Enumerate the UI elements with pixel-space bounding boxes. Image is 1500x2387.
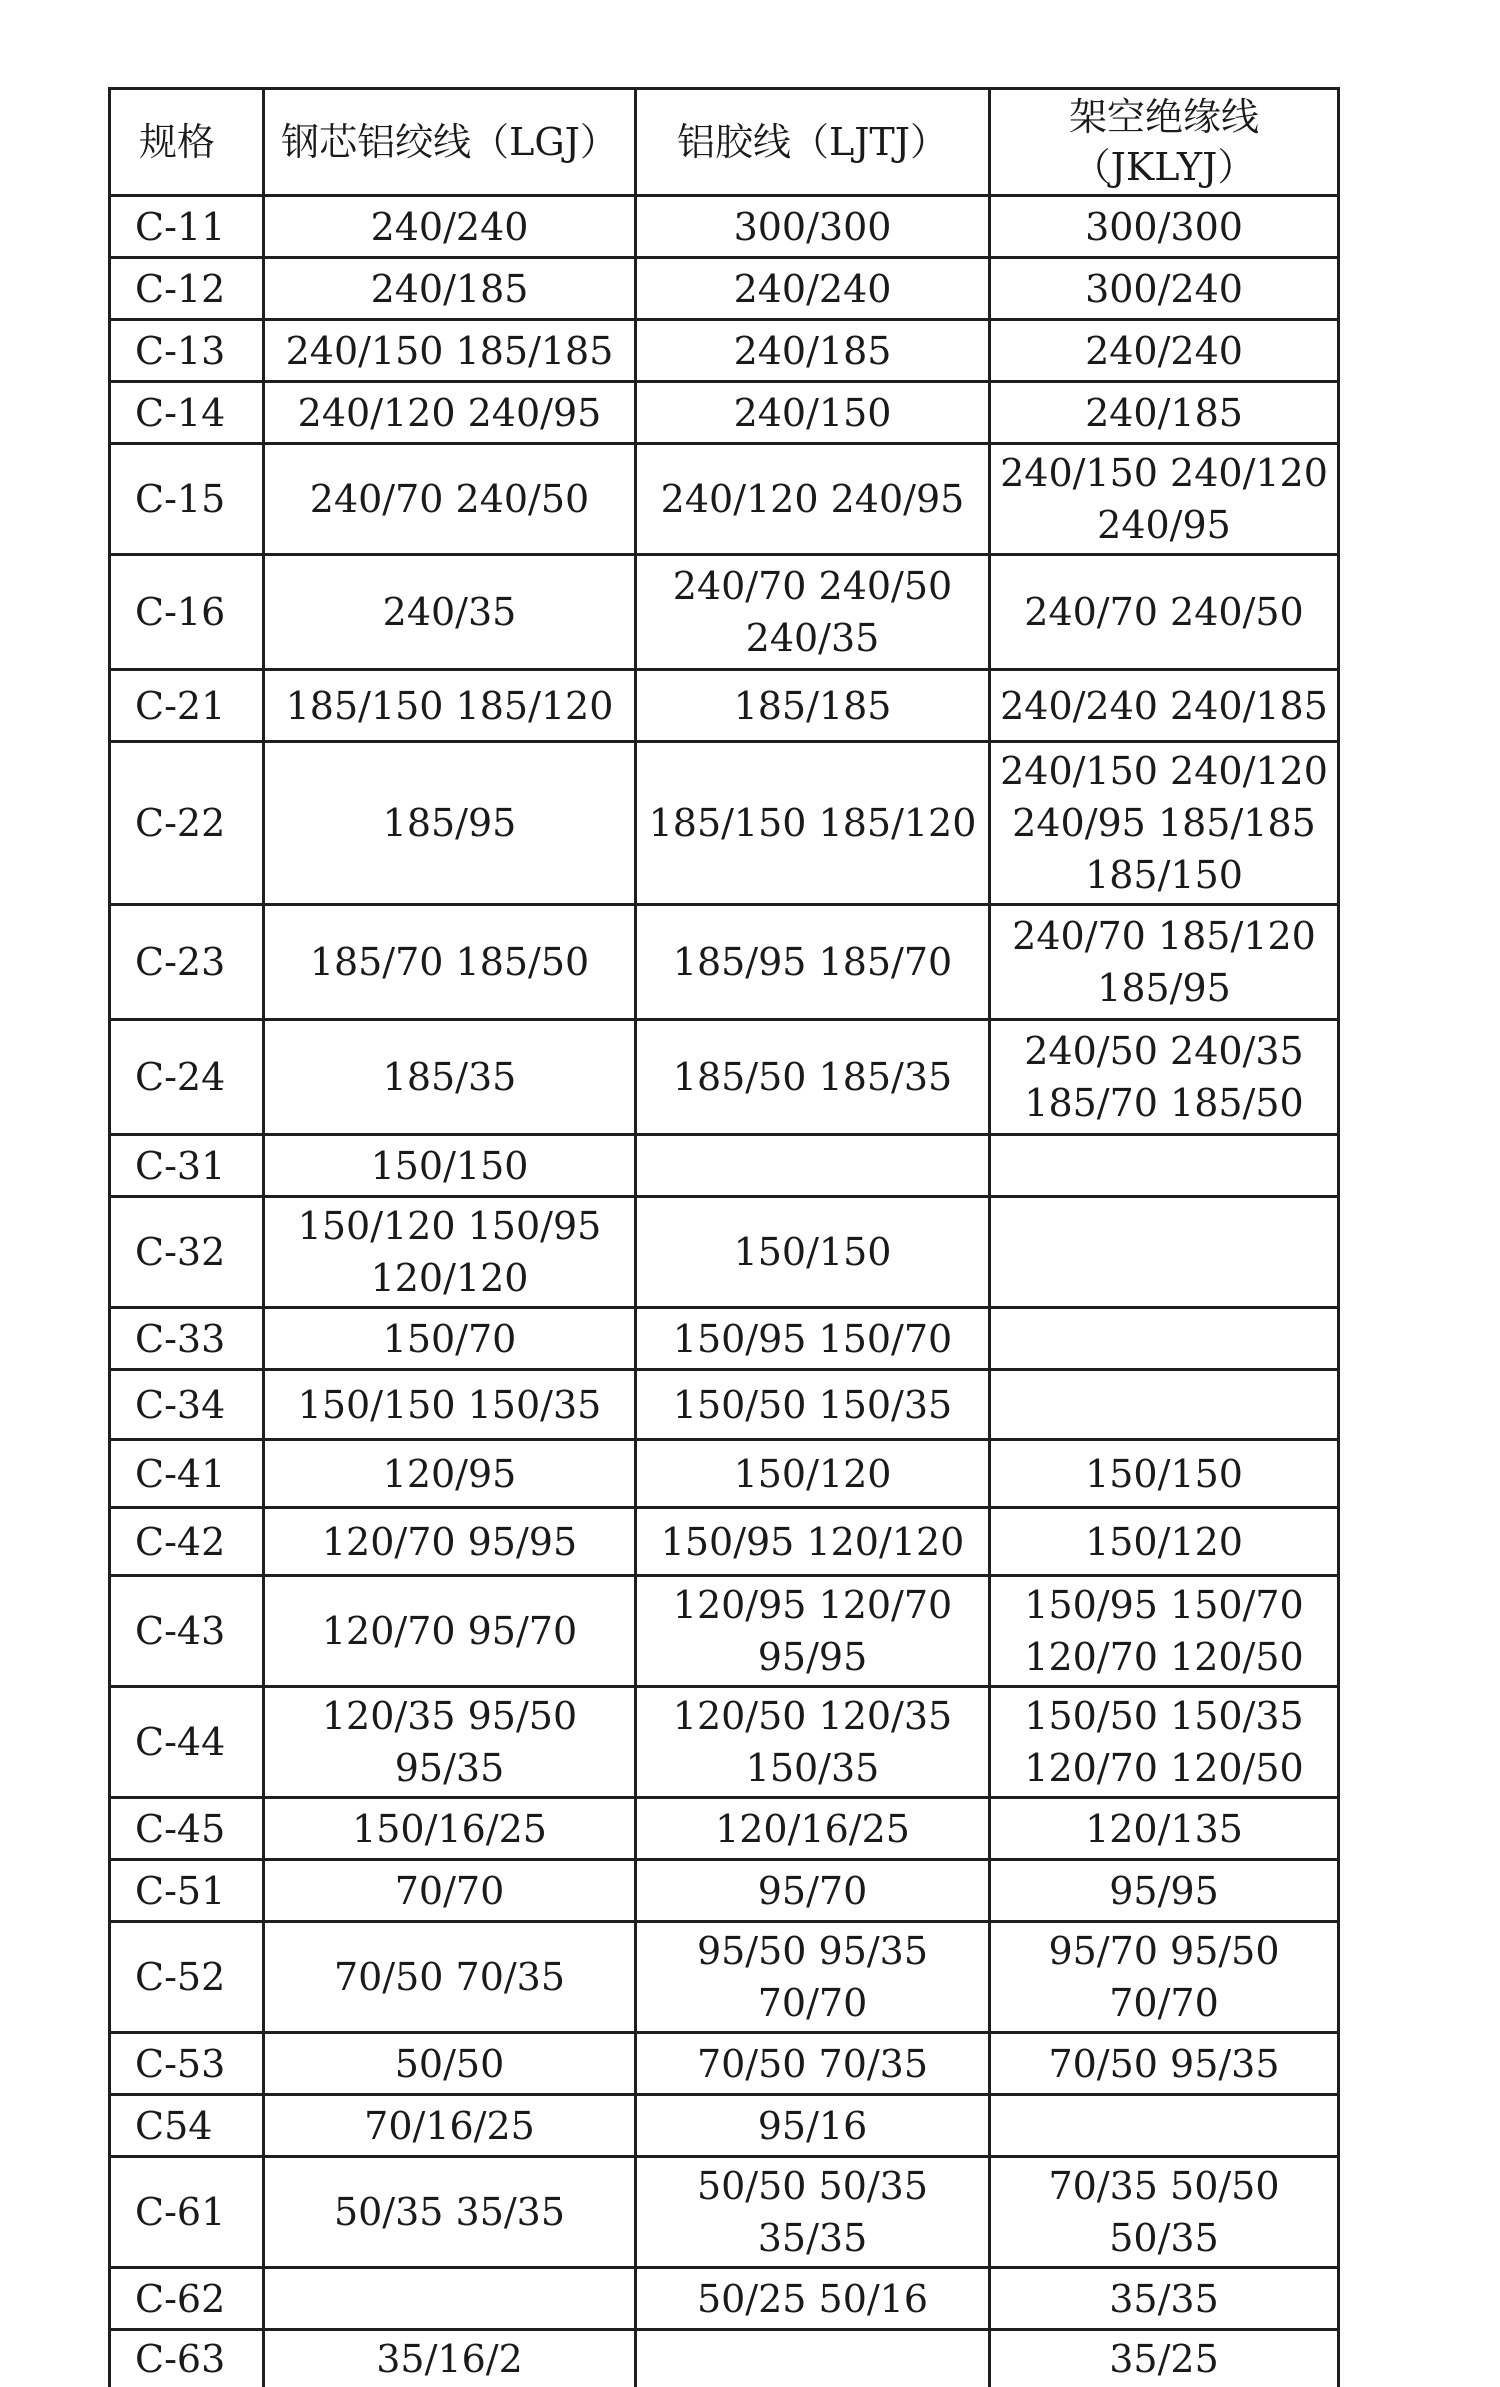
lgj-cell: 70/16/25 bbox=[264, 2095, 636, 2157]
lgj-cell: 185/70 185/50 bbox=[264, 905, 636, 1020]
spec-cell: C-53 bbox=[110, 2033, 264, 2095]
jklyj-cell: 240/50 240/35 185/70 185/50 bbox=[990, 1020, 1339, 1135]
table-row bbox=[110, 742, 1339, 905]
spec-cell: C-52 bbox=[110, 1922, 264, 2033]
jklyj-cell: 240/240 bbox=[990, 320, 1339, 382]
jklyj-cell: 240/70 240/50 bbox=[990, 555, 1339, 670]
lgj-cell: 240/120 240/95 bbox=[264, 382, 636, 444]
table-row bbox=[110, 905, 1339, 1020]
jklyj-cell bbox=[990, 1197, 1339, 1308]
ljtj-cell: 240/70 240/50 240/35 bbox=[636, 555, 990, 670]
jklyj-cell: 150/95 150/70 120/70 120/50 bbox=[990, 1576, 1339, 1687]
jklyj-cell: 240/150 240/120 240/95 bbox=[990, 444, 1339, 555]
ljtj-cell: 240/185 bbox=[636, 320, 990, 382]
table-row bbox=[110, 1687, 1339, 1798]
lgj-cell: 120/70 95/70 bbox=[264, 1576, 636, 1687]
spec-cell: C-63 bbox=[110, 2330, 264, 2387]
jklyj-cell: 35/35 bbox=[990, 2268, 1339, 2330]
ljtj-cell: 240/150 bbox=[636, 382, 990, 444]
ljtj-cell: 120/16/25 bbox=[636, 1798, 990, 1860]
table-row bbox=[110, 2033, 1339, 2095]
ljtj-cell: 185/185 bbox=[636, 670, 990, 742]
lgj-cell: 120/35 95/50 95/35 bbox=[264, 1687, 636, 1798]
table-row bbox=[110, 382, 1339, 444]
spec-cell: C-42 bbox=[110, 1508, 264, 1576]
table-row bbox=[110, 444, 1339, 555]
jklyj-cell: 95/95 bbox=[990, 1860, 1339, 1922]
lgj-cell: 150/16/25 bbox=[264, 1798, 636, 1860]
table-row bbox=[110, 555, 1339, 670]
jklyj-cell: 150/50 150/35 120/70 120/50 bbox=[990, 1687, 1339, 1798]
ljtj-cell: 95/16 bbox=[636, 2095, 990, 2157]
jklyj-cell bbox=[990, 1370, 1339, 1440]
jklyj-cell: 35/25 bbox=[990, 2330, 1339, 2387]
lgj-cell: 120/70 95/95 bbox=[264, 1508, 636, 1576]
ljtj-cell: 50/50 50/35 35/35 bbox=[636, 2157, 990, 2268]
spec-cell: C-43 bbox=[110, 1576, 264, 1687]
jklyj-cell: 150/120 bbox=[990, 1508, 1339, 1576]
conductor-spec-table bbox=[108, 87, 1340, 2387]
ljtj-cell: 240/240 bbox=[636, 258, 990, 320]
ljtj-cell: 95/50 95/35 70/70 bbox=[636, 1922, 990, 2033]
ljtj-cell: 150/95 150/70 bbox=[636, 1308, 990, 1370]
ljtj-cell: 70/50 70/35 bbox=[636, 2033, 990, 2095]
ljtj-cell: 150/95 120/120 bbox=[636, 1508, 990, 1576]
header-jklyj: 架空绝缘线 （JKLYJ） bbox=[990, 89, 1339, 196]
spec-cell: C-33 bbox=[110, 1308, 264, 1370]
spec-cell: C-41 bbox=[110, 1440, 264, 1508]
table-row bbox=[110, 2330, 1339, 2387]
ljtj-cell: 120/95 120/70 95/95 bbox=[636, 1576, 990, 1687]
spec-cell: C54 bbox=[110, 2095, 264, 2157]
table-row bbox=[110, 1135, 1339, 1197]
jklyj-cell: 240/70 185/120 185/95 bbox=[990, 905, 1339, 1020]
spec-cell: C-34 bbox=[110, 1370, 264, 1440]
spec-cell: C-62 bbox=[110, 2268, 264, 2330]
lgj-cell: 240/150 185/185 bbox=[264, 320, 636, 382]
lgj-cell: 240/240 bbox=[264, 196, 636, 258]
jklyj-cell: 240/150 240/120 240/95 185/185 185/150 bbox=[990, 742, 1339, 905]
spec-cell: C-11 bbox=[110, 196, 264, 258]
jklyj-cell: 95/70 95/50 70/70 bbox=[990, 1922, 1339, 2033]
table-row bbox=[110, 1798, 1339, 1860]
header-row bbox=[110, 89, 1339, 196]
table-row bbox=[110, 1440, 1339, 1508]
jklyj-cell: 150/150 bbox=[990, 1440, 1339, 1508]
ljtj-cell: 150/50 150/35 bbox=[636, 1370, 990, 1440]
lgj-cell: 120/95 bbox=[264, 1440, 636, 1508]
ljtj-cell: 120/50 120/35 150/35 bbox=[636, 1687, 990, 1798]
lgj-cell: 150/70 bbox=[264, 1308, 636, 1370]
lgj-cell: 240/70 240/50 bbox=[264, 444, 636, 555]
table-row bbox=[110, 196, 1339, 258]
spec-cell: C-13 bbox=[110, 320, 264, 382]
lgj-cell: 50/50 bbox=[264, 2033, 636, 2095]
table-row bbox=[110, 1508, 1339, 1576]
table-row bbox=[110, 2157, 1339, 2268]
table-row bbox=[110, 258, 1339, 320]
table-row bbox=[110, 670, 1339, 742]
jklyj-cell: 240/240 240/185 bbox=[990, 670, 1339, 742]
ljtj-cell: 150/150 bbox=[636, 1197, 990, 1308]
table-row bbox=[110, 1922, 1339, 2033]
header-ljtj: 铝胶线（LJTJ） bbox=[636, 89, 990, 196]
table-row bbox=[110, 320, 1339, 382]
lgj-cell: 50/35 35/35 bbox=[264, 2157, 636, 2268]
spec-cell: C-44 bbox=[110, 1687, 264, 1798]
table-row bbox=[110, 1020, 1339, 1135]
lgj-cell: 185/95 bbox=[264, 742, 636, 905]
spec-cell: C-31 bbox=[110, 1135, 264, 1197]
lgj-cell bbox=[264, 2268, 636, 2330]
lgj-cell: 70/50 70/35 bbox=[264, 1922, 636, 2033]
spec-cell: C-45 bbox=[110, 1798, 264, 1860]
ljtj-cell: 300/300 bbox=[636, 196, 990, 258]
spec-cell: C-32 bbox=[110, 1197, 264, 1308]
header-spec: 规格 bbox=[110, 89, 264, 196]
ljtj-cell: 185/150 185/120 bbox=[636, 742, 990, 905]
ljtj-cell: 150/120 bbox=[636, 1440, 990, 1508]
table-row bbox=[110, 1860, 1339, 1922]
lgj-cell: 150/150 150/35 bbox=[264, 1370, 636, 1440]
jklyj-cell: 300/240 bbox=[990, 258, 1339, 320]
table-row bbox=[110, 2268, 1339, 2330]
spec-cell: C-51 bbox=[110, 1860, 264, 1922]
ljtj-cell: 240/120 240/95 bbox=[636, 444, 990, 555]
spec-cell: C-61 bbox=[110, 2157, 264, 2268]
spec-cell: C-21 bbox=[110, 670, 264, 742]
table-row bbox=[110, 2095, 1339, 2157]
table-body bbox=[110, 196, 1339, 2387]
ljtj-cell: 50/25 50/16 bbox=[636, 2268, 990, 2330]
jklyj-cell bbox=[990, 1135, 1339, 1197]
spec-cell: C-22 bbox=[110, 742, 264, 905]
lgj-cell: 70/70 bbox=[264, 1860, 636, 1922]
spec-cell: C-23 bbox=[110, 905, 264, 1020]
jklyj-cell bbox=[990, 2095, 1339, 2157]
jklyj-cell: 300/300 bbox=[990, 196, 1339, 258]
lgj-cell: 150/150 bbox=[264, 1135, 636, 1197]
ljtj-cell: 95/70 bbox=[636, 1860, 990, 1922]
spec-cell: C-12 bbox=[110, 258, 264, 320]
lgj-cell: 185/35 bbox=[264, 1020, 636, 1135]
ljtj-cell: 185/95 185/70 bbox=[636, 905, 990, 1020]
jklyj-cell: 120/135 bbox=[990, 1798, 1339, 1860]
lgj-cell: 35/16/2 bbox=[264, 2330, 636, 2387]
table-row bbox=[110, 1576, 1339, 1687]
jklyj-cell bbox=[990, 1308, 1339, 1370]
spec-cell: C-15 bbox=[110, 444, 264, 555]
lgj-cell: 240/35 bbox=[264, 555, 636, 670]
spec-cell: C-16 bbox=[110, 555, 264, 670]
spec-cell: C-24 bbox=[110, 1020, 264, 1135]
table-row bbox=[110, 1370, 1339, 1440]
jklyj-cell: 240/185 bbox=[990, 382, 1339, 444]
lgj-cell: 185/150 185/120 bbox=[264, 670, 636, 742]
jklyj-cell: 70/50 95/35 bbox=[990, 2033, 1339, 2095]
spec-cell: C-14 bbox=[110, 382, 264, 444]
ljtj-cell bbox=[636, 2330, 990, 2387]
lgj-cell: 150/120 150/95 120/120 bbox=[264, 1197, 636, 1308]
jklyj-cell: 70/35 50/50 50/35 bbox=[990, 2157, 1339, 2268]
header-lgj: 钢芯铝绞线（LGJ） bbox=[264, 89, 636, 196]
lgj-cell: 240/185 bbox=[264, 258, 636, 320]
ljtj-cell bbox=[636, 1135, 990, 1197]
table-row bbox=[110, 1197, 1339, 1308]
ljtj-cell: 185/50 185/35 bbox=[636, 1020, 990, 1135]
table-row bbox=[110, 1308, 1339, 1370]
